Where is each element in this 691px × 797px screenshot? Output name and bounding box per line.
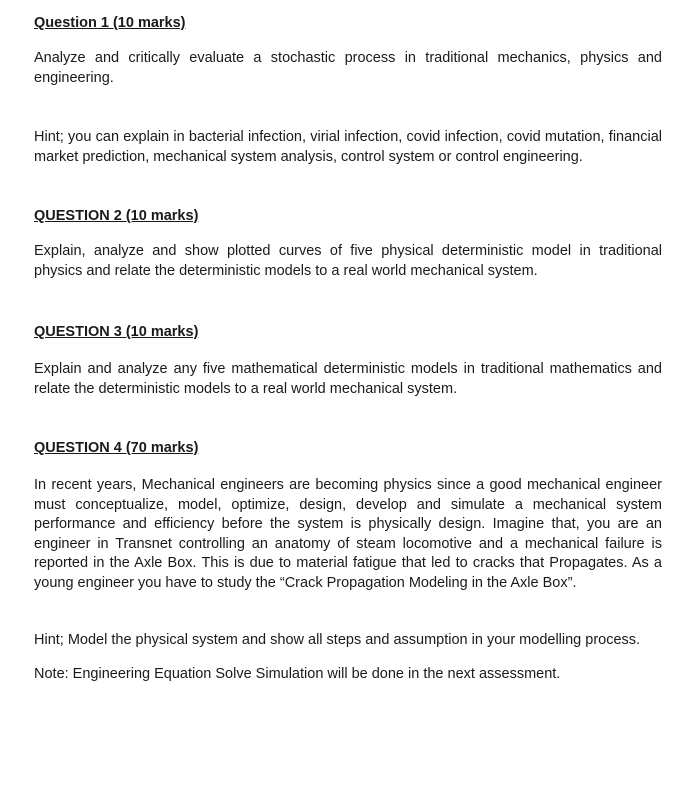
question-2-text: Explain, analyze and show plotted curves of five physical deterministic model in traditional physics and relate the deterministic models to a real world mechanical system.	[34, 243, 662, 279]
question-3-text: Explain and analyze any five mathematical deterministic models in traditional mathematics and relate the deterministic models to a real world mechanical system.	[34, 361, 662, 397]
question-2-heading: QUESTION 2 (10 marks)	[34, 208, 199, 224]
question-4-note: Note: Engineering Equation Solve Simulation will be done in the next assessment.	[34, 665, 561, 682]
document-page	[34, 14, 662, 684]
question-3-heading: QUESTION 3 (10 marks)	[34, 324, 199, 340]
question-4-heading: QUESTION 4 (70 marks)	[34, 440, 199, 456]
question-1-text: Analyze and critically evaluate a stochastic process in traditional mechanics, physics and engineering.	[34, 50, 662, 86]
question-4-hint: Hint; Model the physical system and show all steps and assumption in your modelling process.	[34, 632, 641, 648]
question-1-hint: Hint; you can explain in bacterial infection, virial infection, covid infection, covid mutation, financial market prediction, mechanical system analysis, control system or control engineering.	[34, 129, 662, 165]
question-4-text: In recent years, Mechanical engineers are becoming physics since a good mechanical engineer must conceptualize, model, optimize, design, develop and simulate a mechanical system performance and efficiency before the system is physically design. Imagine that, you are an engineer in Transnet controlling an anatomy of steam locomotive and a mechanical failure is reported in the Axle Box. This is due to material fatigue that led to cracks that Propagates. As a young engineer you have to study the “Crack Propagation Modeling in the Axle Box”.	[34, 477, 662, 591]
question-1-heading: Question 1 (10 marks)	[34, 15, 186, 31]
